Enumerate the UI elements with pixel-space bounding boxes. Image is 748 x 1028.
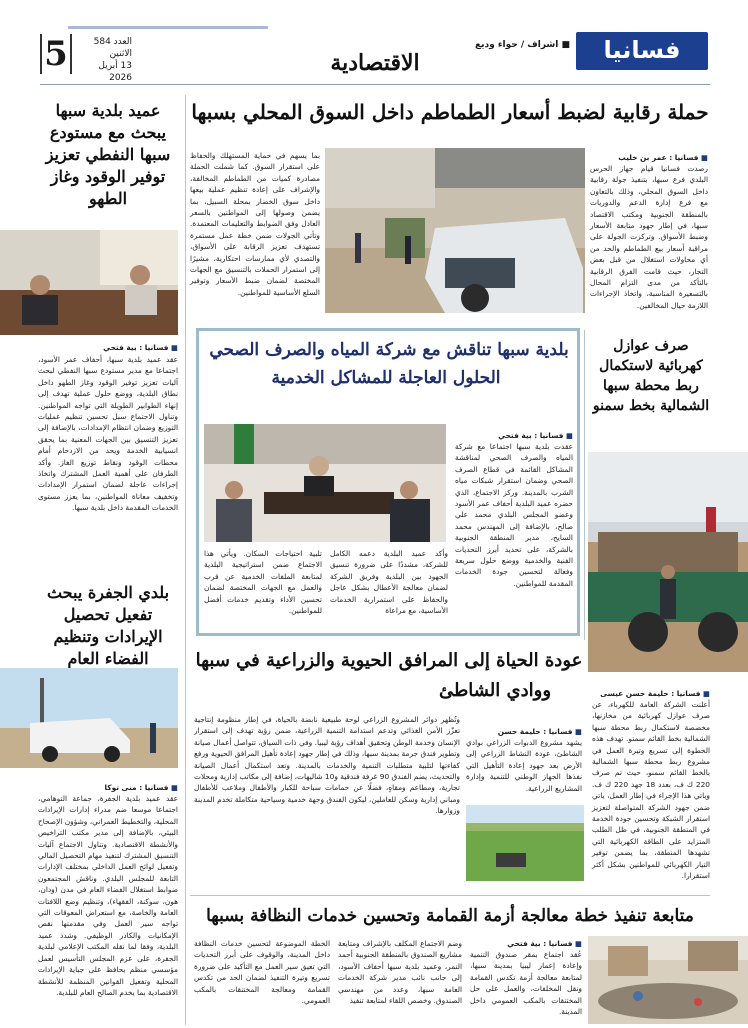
article7-headline: متابعة تنفيذ خطة معالجة أزمة القمامة وتحسين خدمات النظافة بسبها bbox=[206, 906, 694, 926]
bottom-divider bbox=[190, 895, 710, 896]
issue-label: العدد 584 bbox=[93, 37, 132, 47]
article3-body: أعلنت الشركة العامة للكهرباء، عن صرف عوازل كهربائية من مخازنها، مخصصة لاستكمال ربط محطة سبها الشمالية بخط القائم سمنو. تهدف هذه الخطوة إلى تسريع وتيرة العمل في مشروع ربط محطة سبها الشمالية بالخط القائم سمنو، حيث تم صرف 220 ك ف، بعدد 18 جهد 220 ك ف. وياتي هذا الإجراء في إطار العمل، ياتي ضمن جهود الشركة المتواصلة لتعزيز استقرار الشبكة وتحسين جودة الخدمة في المنطقة الجنوبية، في ظل الطلب المتزايد على الطاقة الكهربائية التي تشهدها المنطقة، بما يضمن توفير التيار الكهربائي للمواطنين بشكل أكثر استقرارا. bbox=[592, 700, 710, 881]
fuel-meeting-photo bbox=[0, 230, 178, 335]
article3-byline: ■ فسانيا : حليمة حسن عيسى bbox=[592, 688, 710, 699]
article5-byline: ■ فسانيا : منى توكا bbox=[38, 782, 178, 793]
garbage-photo bbox=[588, 936, 748, 1024]
supervision-credit: ■ اشراف / حواء وديع bbox=[475, 40, 570, 50]
article6-col2: وتُظهر دوائر المشروع الزراعي لوحة طبيعية نابضة بالحياة، في إطار منظومة إنتاجية تعزّز الأمن الغذائي وتدعم استدامة التنمية الزراعية، ضمن رؤية تهدف إلى استقرار الإنسان وخدمة الوطن وتحقيق أهداف رؤية ليبيا. وفي ذات السياق، تتواصل أعمال صيانة وتطوير فندق جرمة بمدينة سبها، وذلك في إطار جهود إعادة تأهيل المرافق الحيوية ورفع كفاءتها لتلبية متطلبات التنمية والخدمات بالمدينة. وتعد استكمال أعمال الصيانة والتحديث، يضم الفندق 90 غرفة فندقية و10 شاليهات، إضافة إلى مكاتب إدارية ومحلات تجارية، ومطاعم ومقاهٍ، فضلًا عن حمامات سباحة للكبار والأطفال وملاعب للأطفال ومباني إدارية وسكن للعاملين، ليكون الفندق وجهة خدمية وسياحية متكاملة تخدم المدينة وزوارها. bbox=[194, 715, 460, 816]
article2-headline: عميد بلدية سبها يبحث مع مستودع سبها النفطي تعزيز توفير الوقود وغاز الطهو bbox=[45, 101, 171, 208]
section-title: الاقتصادية bbox=[330, 50, 420, 76]
page-number: 5 bbox=[40, 34, 72, 74]
water-meeting-photo bbox=[204, 424, 446, 542]
article4-col3: تلبية احتياجات السكان. ويأتي هذا الاجتماع ضمن استراتيجية البلدية لمتابعة الملفات الخدمية عن قرب والعمل مع الجهات المختصة لضمان تحسين الأداء وتقديم خدمات أفضل للمواطنين. bbox=[204, 549, 322, 616]
article6-headline-1: عودة الحياة إلى المرافق الحيوية والزراعية في سبها bbox=[195, 650, 583, 671]
header-rule bbox=[68, 26, 268, 29]
article4-byline: ■ فسانيا : بية فتحي bbox=[455, 430, 573, 441]
issue-weekday: الاثنين bbox=[109, 49, 132, 59]
jufra-vehicle-photo bbox=[0, 668, 178, 768]
column-rule-left bbox=[185, 95, 186, 1025]
article6-headline-2: ووادي الشاطئ bbox=[438, 680, 552, 701]
article5-headline: بلدي الجفرة يبحث تفعيل تحصيل الإيرادات وتنظيم الفضاء العام bbox=[46, 583, 170, 668]
article7-col1: عُقد اجتماع بمقر صندوق التنمية وإعادة إعمار ليبيا بمدينة سبها، لمتابعة معالجة أزمة تكدس القمامة ونقل المخلفات، والعمل على حل المختنقات بالمكب العمومي داخل المدينة. bbox=[470, 950, 582, 1017]
article7-col3: الخطة الموضوعة لتحسين خدمات النظافة داخل المدينة، والوقوف على أبرز التحديات التي تعيق سير العمل مع التأكيد على ضرورة تسريع وتيرة التنفيذ لضمان الحد من تكدس القمامة ومعالجة المختنقات بالمكب العمومي. bbox=[194, 939, 330, 1006]
article7-byline: ■ فسانيا : بية فتحي bbox=[470, 938, 582, 949]
issue-info bbox=[76, 36, 132, 84]
article4-headline-1: بلدية سبها تناقش مع شركة المياه والصرف الصحي bbox=[209, 340, 569, 360]
article1-headline: حملة رقابية لضبط أسعار الطماطم داخل السوق المحلي بسبها bbox=[191, 100, 709, 124]
tomato-market-photo bbox=[325, 148, 585, 313]
column-rule-right bbox=[584, 330, 585, 640]
article4-col1: عقدت بلدية سبها اجتماعا مع شركة المياه والصرف الصحي لمناقشة المشاكل القائمة في قطاع الصرف الصحي وضمان استقرار شبكات مياه الشرب بالمدينة. وركز الاجتماع، الذي حضره عميد البلدية أحفاف عمر الأسود وعضو المجلس البلدي محمد علي صالح، بالإضافة إلى المهندس محمد السايح، مدير المنطقة الجنوبية بالشركة، على تحديد أبرز التحديات الفنية والخدمية ووضع حلول سريعة وفعالة لتحسين جودة الخدمات المقدمة للمواطنين. bbox=[455, 442, 573, 588]
newspaper-logo: فسانيا bbox=[576, 32, 708, 70]
issue-date: 13 أبريل 2026 bbox=[98, 61, 132, 83]
article1-col1: رصدت فسانيا قيام جهاز الحرس البلدي فرع سبها، بتنفيذ جولة رقابية داخل السوق المحلي، وذلك بالتعاون مع فرع إدارة الدعم والدوريات بالمنطقة الجنوبية ومكتب الاقتصاد سبها، في إطار جهود متابعة الأسعار وضبط الأسواق. وتركزت الجولة على مراقبة أسعار بيع الطماطم والحد من أي محاولات استغلال من قبل بعض التجار، حيث قامت الفرق الرقابية بالتأكد من مدى التزام المحال بالتسعيرة المناسبة، واتخاذ الإجراءات اللازمة حيال المخالفين. bbox=[590, 164, 708, 310]
article2-byline: ■ فسانيا : بية فتحي bbox=[38, 342, 178, 353]
article4-col2: وأكد عميد البلدية دعمه الكامل للشركة، مشددًا على ضرورة تنسيق الجهود بين البلدية وفريق الشركة لضمان معالجة الأعطال بشكل عاجل والحفاظ على استمرارية الخدمات الأساسية، مع مراعاة bbox=[330, 549, 448, 616]
article5-body: عقد عميد بلدية الجفرة، جماعة التوهامي، اجتماعا موسعا ضم مدراء إدارات الإيرادات المحلية، والتخطيط العمراني، وشؤون الإصحاح البيئي، بالإضافة إلى مدير مكتب التراخيص والأنشطة الاقتصادية. وتناول الاجتماع آليات التنسيق المشترك لتنفيذ مهام التحصيل المالي وتفعيل لوائح العمل الداخلي بمختلف الإدارات التابعة للمجلس البلدي. وناقش المجتمعون ضوابط استغلال الفضاء العام في مدن (ودان، هون، سوكنة، الفقهاء)، وتنظيم وضع اللافتات العامة والخاصة، مع استعراض المعوقات التي تواجه سير العمل وفي مقدمتها نقص الإمكانيات والكادر الوظيفي. وشدد عميد البلدية، وفقا لما نقله المكتب الإعلامي لبلدية الجفرة، على عزم المجلس التأسيس لعمل مؤسسي منظم يحافظ على جباية الإيرادات المحلية وتفعيل القوانين المنظمة للأنشطة الاقتصادية بما يخدم الصالح العام للبلدية. bbox=[38, 794, 178, 997]
article7-col2: وضم الاجتماع المكلف بالإشراف ومتابعة مشاريع الصندوق بالمنطقة الجنوبية أحمد النمر، وعميد بلدية سبها أحفاف الأسود، إلى جانب نائب مدير شركة الخدمات العامة سبها، وعدد من مهندسي الصندوق. وخصص اللقاء لمتابعة تنفيذ bbox=[338, 939, 462, 1006]
article3-headline: صرف عوازل كهربائية لاستكمال ربط محطة سبها الشمالية بخط سمنو bbox=[592, 338, 710, 414]
article4-headline-2: الحلول العاجلة للمشاكل الخدمية bbox=[271, 368, 501, 388]
article6-col1: يشهد مشروع الدبوات الزراعي بوادي الشاطئ، عودة النشاط الزراعي إلى الأرض بعد جهود إعادة التأهيل التي نفذها الجهاز الوطني للتنمية وإدارة المشاريع الزراعية. bbox=[466, 738, 582, 793]
masthead-divider bbox=[40, 84, 710, 85]
article2-body: عقد عميد بلدية سبها، أحفاف عمر الأسود، اجتماعا مع مدير مستودع سبها النفطي لبحث آليات تعزيز توفير الوقود وغاز الطهو داخل نطاق البلدية، ووضع حلول عملية تهدف إلى إنهاء الطوابير الطويلة التي تواجه المواطنين. وتناول الاجتماع سبل تحسين تنظيم عمليات التوزيع وضمان انتظام الإمدادات، بالإضافة إلى تعزيز التنسيق بين الجهات المعنية بما يحقق انسيابية الخدمة ويحد من الازدحام أمام محطات الوقود ونقاط توزيع الغاز. وأكد الطرفان على أهمية العمل المشترك واتخاذ إجراءات عاجلة لضمان استمرار الإمدادات وتخفيف معاناة المواطنين، بما يعزز مستوى الخدمات المقدمة داخل بلدية سبها. bbox=[38, 355, 178, 513]
farm-field-photo bbox=[466, 805, 584, 881]
article1-col2: بما يسهم في حماية المستهلك والحفاظ على استقرار السوق. كما شملت الحملة مصادرة كميات من الطماطم المخالفة، والإشراف على إعادة تنظيم عملية بيعها داخل سوق الخضار بمحلة السبيل، بما يضمن وصولها إلى المواطنين بالسعر العادل وفق الضوابط والتعليمات المعتمدة. وتأتي الجولات ضمن خطة عمل مستمرة تستهدف تعزيز الرقابة على الأسواق، والتصدي لأي ممارسات احتكارية، مشيرًا إلى استمرار الحملات بالتنسيق مع الجهات المختصة لضمان ضبط الأسعار وتوفير السلع الأساسية للمواطنين. bbox=[190, 151, 320, 297]
article1-byline: ■ فسانيا : عمر بن خليب bbox=[590, 152, 708, 163]
insulators-photo bbox=[588, 452, 748, 672]
article6-byline: ■ فسانيا : حليمة حسن bbox=[466, 726, 582, 737]
